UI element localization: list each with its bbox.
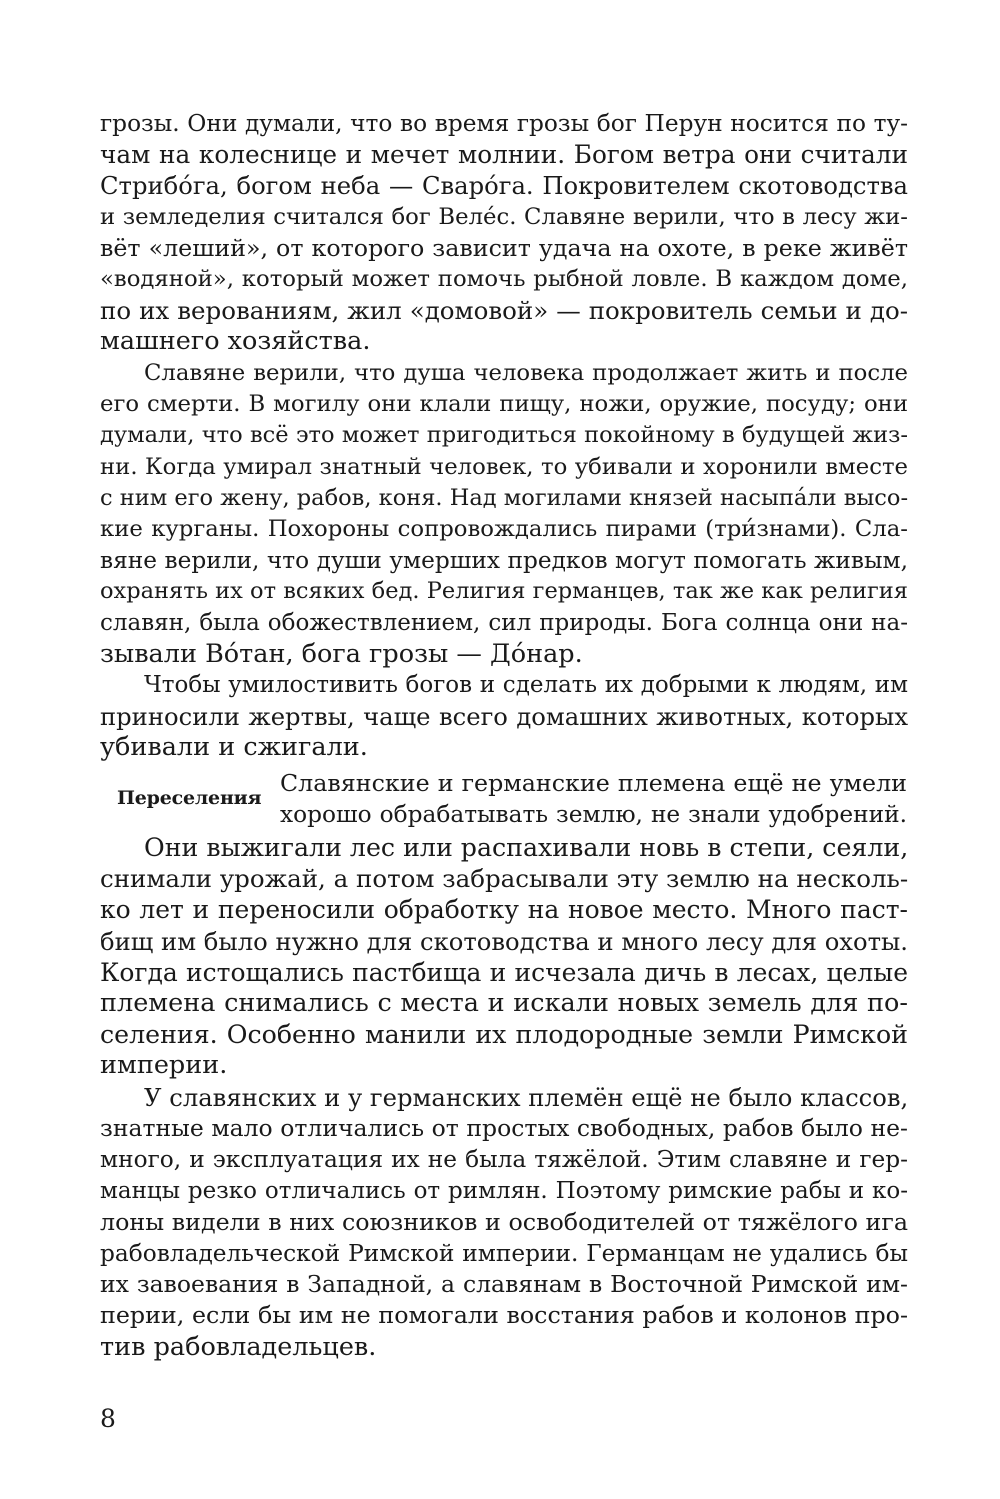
text-line: рабовладельческой Римской империи. Германцам не удались бы xyxy=(100,1239,908,1267)
text-line: его смерти. В могилу они клали пищу, ножи, оружие, посуду; они xyxy=(100,391,908,418)
text-line: У славянских и у германских племён ещё не было классов, xyxy=(144,1083,909,1112)
text-line: ни. Когда умирал знатный человек, то убивали и хоронили вместе xyxy=(100,453,908,480)
text-line: много, и эксплуатация их не была тяжёлой. Этим славяне и гер- xyxy=(100,1146,908,1174)
text-line: снимали урожай, а потом забрасывали эту землю на несколь- xyxy=(100,864,909,894)
paragraph-block-2 xyxy=(100,358,908,670)
text-line: ко лет и переносили обработку на новое место. Много паст- xyxy=(100,895,908,925)
text-line: и земледелия считался бог Веле́с. Славяне верили, что в лесу жи- xyxy=(100,203,908,230)
text-line: вяне верили, что души умерших предков могут помогать живым, xyxy=(100,547,908,575)
text-line: знатные мало отличались от простых свободных, рабов было не- xyxy=(100,1114,908,1143)
text-line: их завоевания в Западной, а славянам в Восточной Римской им- xyxy=(100,1270,908,1299)
side-paragraph xyxy=(280,768,907,830)
paragraph-block-3 xyxy=(100,670,908,764)
paragraph-block-4 xyxy=(100,832,908,1082)
text-line: грозы. Они думали, что во время грозы бог Перун носится по ту- xyxy=(100,110,908,137)
text-line: Чтобы умилостивить богов и сделать их добрыми к людям, им xyxy=(144,672,908,698)
text-line: Они выжигали лес или распахивали новь в степи, сеяли, xyxy=(144,833,909,862)
text-line: империи. xyxy=(100,1050,228,1081)
text-line: селения. Особенно манили их плодородные земли Римской xyxy=(100,1020,908,1050)
text-line: лоны видели в них союзников и освободителей от тяжёлого ига xyxy=(100,1207,908,1236)
paragraph-block-1 xyxy=(100,108,908,358)
text-line: бищ им было нужно для скотоводства и много лесу для охоты. xyxy=(100,926,908,956)
paragraph-block-5 xyxy=(100,1082,908,1363)
text-line: кие курганы. Похороны сопровождались пирами (три́знами). Сла- xyxy=(100,515,908,542)
text-line: чам на колеснице и мечет молнии. Богом ветра они считали xyxy=(100,140,908,170)
text-line: славян, была обожествлением, сил природы. Бога солнца они на- xyxy=(100,609,908,636)
text-line: Стрибо́га, богом неба — Сваро́га. Покровителем скотоводства xyxy=(100,171,908,201)
text-line: машнего хозяйства. xyxy=(100,326,371,357)
text-line: зывали Во́тан, бога грозы — До́нар. xyxy=(100,638,583,669)
text-line: охранять их от всяких бед. Религия германцев, так же как религия xyxy=(100,578,908,605)
text-line: тив рабовладельцев. xyxy=(100,1331,377,1362)
text-line: Когда истощались пастбища и исчезала дичь в лесах, целые xyxy=(100,957,908,987)
text-line: манцы резко отличались от римлян. Поэтому римские рабы и ко- xyxy=(100,1177,908,1204)
page-number: 8 xyxy=(100,1404,116,1433)
text-line: вёт «леший», от которого зависит удача на охоте, в реке живёт xyxy=(100,233,908,262)
text-line: хорошо обрабатывать землю, не знали удобрений. xyxy=(280,801,907,829)
text-line: думали, что всё это может пригодиться покойному в будущей жиз- xyxy=(100,422,908,449)
text-line: «водяной», который может помочь рыбной ловле. В каждом доме, xyxy=(100,265,908,292)
text-line: по их верованиям, жил «домовой» — покровитель семьи и до- xyxy=(100,296,908,326)
text-line: убивали и сжигали. xyxy=(100,732,368,763)
side-heading: Переселения xyxy=(117,787,262,809)
text-line: приносили жертвы, чаще всего домашних животных, которых xyxy=(100,702,908,732)
text-line: с ним его жену, рабов, коня. Над могилами князей насыпа́ли высо- xyxy=(100,484,909,511)
text-line: Славяне верили, что душа человека продолжает жить и после xyxy=(144,360,908,386)
text-line: перии, если бы им не помогали восстания рабов и колонов про- xyxy=(100,1301,908,1330)
text-line: племена снимались с места и искали новых земель для по- xyxy=(100,987,908,1018)
text-line: Славянские и германские племена ещё не умели xyxy=(280,769,907,797)
